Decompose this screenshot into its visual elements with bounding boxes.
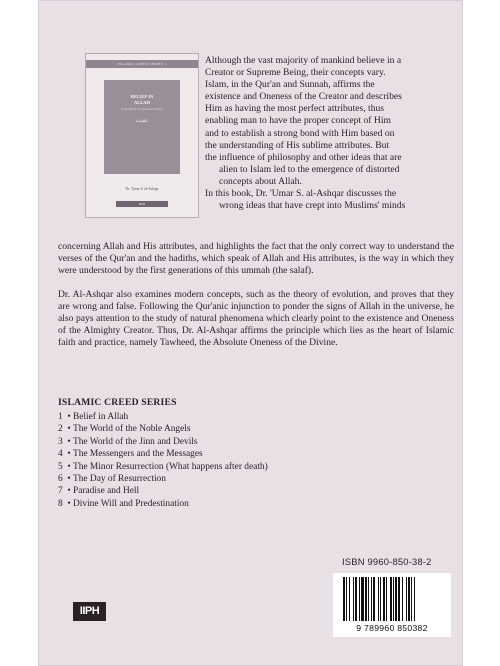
thumbnail-title-line2: ALLAH [133,100,150,105]
series-item-number: 7 [58,486,63,497]
front-cover-thumbnail [85,53,199,218]
thumbnail-subtitle: in the light of the Qur'an and Sunnah [121,108,163,111]
series-item [58,436,268,448]
barcode-digits: 9 789960 850382 [356,623,428,633]
series-item-title: Belief in Allah [73,412,129,422]
barcode [333,573,451,637]
series-item-title: Paradise and Hell [73,486,140,497]
series-item-number: 8 [58,498,63,509]
intro-line: concepts about Allah. [219,175,302,187]
thumbnail-series-band [86,60,198,68]
intro-line: In this book, Dr. 'Umar S. al-Ashqar discusses the [205,188,397,200]
series-item-number: 3 [58,436,63,447]
intro-line: Him as having the most perfect attributes, thus [205,103,385,115]
intro-line: Although the vast majority of mankind believe in a [205,55,402,66]
publisher-logo-text: IIPH [79,605,100,617]
series-item [58,423,268,435]
thumbnail-publisher: IIPH [138,202,146,206]
series-item-title: The World of the Noble Angels [73,424,191,435]
barcode-bars [341,577,443,623]
isbn-label: ISBN 9960-850-38-2 [342,556,432,567]
bullet-icon: • [67,449,71,460]
series-item-number: 5 [58,461,63,472]
intro-line: existence and Oneness of the Creator and describes [205,91,402,103]
series-item-number: 1 [58,412,63,422]
intro-line: Islam, in the Qur'an and Sunnah, affirms the [205,79,375,91]
series-item [58,461,268,473]
bullet-icon: • [67,473,71,484]
series-item [58,411,268,423]
intro-line: the influence of philosophy and other ideas that are [205,151,402,163]
series-item-title: The Messengers and the Messages [73,449,203,460]
intro-line: the understanding of His sublime attributes. But [205,139,390,151]
thumbnail-title-line1: BELIEF IN [130,94,154,99]
intro-paragraph [205,55,455,212]
bullet-icon: • [67,498,71,509]
series-item-number: 6 [58,473,63,484]
bullet-icon: • [67,424,71,435]
publisher-logo [73,602,106,621]
intro-line: alien to Islam led to the emergence of distorted [219,163,400,175]
modern-concepts-paragraph: Dr. Al-Ashqar also examines modern concepts, such as the theory of evolution, and proves that they are wrong and false. Following the Qur'anic injunction to ponder the signs of Allah in the universe, he also pays attention to the study of natural phenomena which clearly point to the existence and Oneness of the Almighty Creator. Thus, Dr. Al-Ashqar affirms the principle which lies as the heart of Islamic faith and practice, namely Tawheed, the Absolute Oneness of the Divine. [58,289,454,349]
series-item-title: The Day of Resurrection [73,473,166,484]
series-item [58,485,268,497]
bullet-icon: • [67,436,71,447]
series-item-title: Divine Will and Predestination [73,498,189,509]
thumbnail-calligraphy: عقيدة [135,119,149,124]
bullet-icon: • [67,486,71,497]
intro-line: wrong ideas that have crept into Muslims' minds [219,200,406,212]
series-item [58,473,268,485]
intro-line: Creator or Supreme Being, their concepts vary. [205,67,386,79]
series-item-number: 2 [58,424,63,435]
thumbnail-title-panel [104,80,180,174]
intro-line: enabling man to have the proper concept of Him [205,115,391,127]
series-item [58,448,268,460]
series-item-title: The World of the Jinn and Devils [73,436,198,447]
bullet-icon: • [67,412,71,422]
series-list [58,411,268,510]
bullet-icon: • [67,461,71,472]
intro-line: and to establish a strong bond with Him based on [205,127,395,139]
thumbnail-publisher-strip [116,201,168,207]
book-description-paragraph: concerning Allah and His attributes, and highlights the fact that the only correct way to understand the verses of the Qur'an and the hadiths, which speak of Allah and His attributes, is the way in which they were understood by the first generations of this ummah (the salaf). [58,241,454,277]
series-heading: ISLAMIC CREED SERIES [58,397,177,408]
series-item-number: 4 [58,449,63,460]
series-item-title: The Minor Resurrection (What happens after death) [73,461,268,472]
thumbnail-series-label: ISLAMIC CREED SERIES 1 [117,62,167,66]
thumbnail-author: Dr. 'Umar S. al-Ashqar [125,187,159,191]
series-item [58,498,268,510]
